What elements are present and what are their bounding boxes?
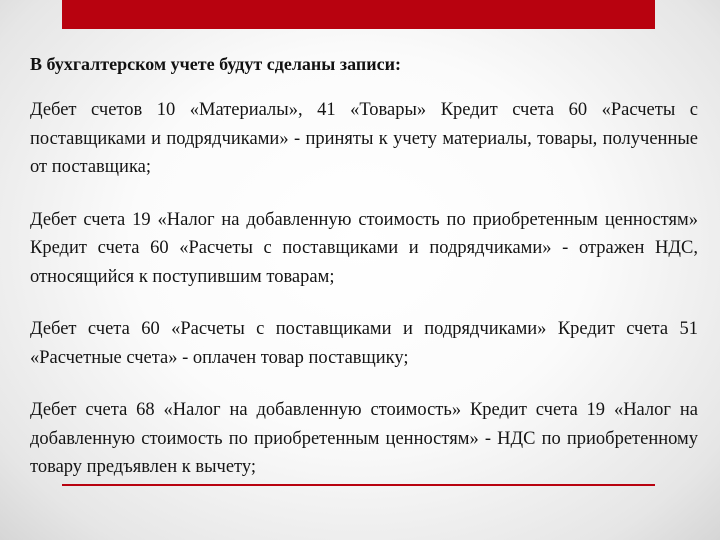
entry-paragraph-2: Дебет счета 19 «Налог на добавленную стоимость по приобретенным ценностям» Кредит счета 60 «Расчеты с поставщиками и подрядчиками» - отражен НДС, относящийся к поступившим товарам; <box>30 209 698 287</box>
entry-paragraph-3: Дебет счета 60 «Расчеты с поставщиками и подрядчиками» Кредит счета 51 «Расчетные счета» - оплачен товар поставщику; <box>30 319 698 368</box>
bottom-divider-line <box>62 484 655 486</box>
slide-heading: В бухгалтерском учете будут сделаны записи: <box>30 54 401 74</box>
slide-content <box>30 50 698 506</box>
entry-paragraph-4: Дебет счета 68 «Налог на добавленную стоимость» Кредит счета 19 «Налог на добавленную стоимость по приобретенным ценностям» - НДС по приобретенному товару предъявлен к вычету; <box>30 400 698 477</box>
entry-paragraph-1: Дебет счетов 10 «Материалы», 41 «Товары» Кредит счета 60 «Расчеты с поставщиками и подрядчиками» - приняты к учету материалы, товары, полученные от поставщика; <box>30 100 698 177</box>
top-accent-bar <box>62 0 655 29</box>
